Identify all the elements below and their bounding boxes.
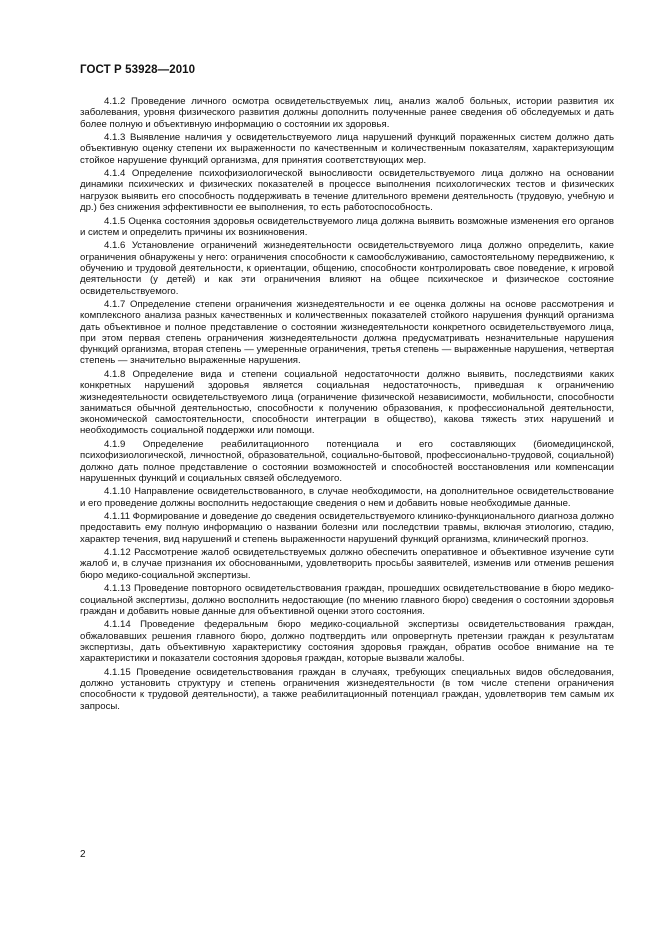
paragraph-4-1-13: 4.1.13 Проведение повторного освидетельствования граждан, прошедших освидетельствование в бюро медико-социальной экспертизы, должно восполнить недостающие (по мнению главного бюро) сведения о состоянии здоровья граждан и добавить новые данные для объективной оценки этого состояния. — [80, 583, 614, 617]
paragraph-4-1-3: 4.1.3 Выявление наличия у освидетельствуемого лица нарушений функций пораженных систем должно дать объективную оценку степени их выраженности по качественным и количественным показателям, характеризующим стойкое нарушение функций организма, для принятия соответствующих мер. — [80, 132, 614, 166]
page-number: 2 — [80, 849, 86, 860]
paragraph-4-1-10: 4.1.10 Направление освидетельствованного, в случае необходимости, на дополнительное освидетельствование и его проведение должны восполнить недостающие сведения о нем и добавить новые необходимые данные. — [80, 486, 614, 509]
paragraph-4-1-12: 4.1.12 Рассмотрение жалоб освидетельствуемых должно обеспечить оперативное и объективное изучение сути жалоб и, в случае признания их обоснованными, удовлетворить просьбы заявителей, изменив или отменив решения бюро медико-социальной экспертизы. — [80, 547, 614, 581]
paragraph-4-1-2: 4.1.2 Проведение личного осмотра освидетельствуемых лиц, анализ жалоб больных, истории развития их заболевания, уровня физического развития должны дополнить полученные ранее сведения об обследуемых и дать более полную и объективную информацию о состоянии их здоровья. — [80, 96, 614, 130]
paragraph-4-1-15: 4.1.15 Проведение освидетельствования граждан в случаях, требующих специальных видов обследования, должно установить структуру и степень ограничения жизнедеятельности (в том числе степени ограничения способности к трудовой деятельности), а также реабилитационный потенциал граждан, удовлетворив тем самым их запросы. — [80, 666, 614, 712]
paragraph-4-1-7: 4.1.7 Определение степени ограничения жизнедеятельности и ее оценка должны на основе рассмотрения и комплексного анализа разных качественных и количественных показателей стойкого нарушения функций организма дать объективное и полное представление о состоянии жизнедеятельности конкретного освидетельствуемого лица, при этом первая степень ограничения жизнедеятельности должна предусматривать незначительные нарушения функций организма, вторая степень — умеренные ограничения, третья степень — выраженные нарушения, четвертая степень — значительно выраженные нарушения. — [80, 298, 614, 367]
paragraph-4-1-4: 4.1.4 Определение психофизиологической выносливости освидетельствуемого лица должно на основании динамики психических и физических показателей в процессе выполнения психологических тестов и физических нагрузок выявить его способность поддерживать в течение длительного времени деятельность (трудовую, учебную и др.) без снижения эффективности ее выполнения, то есть работоспособность. — [80, 168, 614, 214]
paragraph-4-1-9: 4.1.9 Определение реабилитационного потенциала и его составляющих (биомедицинской, психофизиологической, личностной, образовательной, социально-бытовой, профессионально-трудовой, социальной) должно дать полное представление о состоянии возможностей и способностей восстановления или компенсации нарушенных функций и социальных связей обследуемого. — [80, 438, 614, 484]
document-body — [80, 96, 614, 714]
paragraph-4-1-14: 4.1.14 Проведение федеральным бюро медико-социальной экспертизы освидетельствования граждан, обжаловавших решения главного бюро, должно подтвердить или опровергнуть претензии граждан к результатам экспертизы, дать объективную характеристику состояния здоровья граждан, обратив особое внимание на те характеристики и показатели состояния здоровья граждан, которые вызвали жалобы. — [80, 619, 614, 665]
paragraph-4-1-5: 4.1.5 Оценка состояния здоровья освидетельствуемого лица должна выявить возможные изменения его органов и систем и определить причины их возникновения. — [80, 215, 614, 238]
paragraph-4-1-11: 4.1.11 Формирование и доведение до сведения освидетельствуемого клинико-функционального диагноза должно предоставить ему полную информацию о названии болезни или последствии травмы, включая этиологию, стадию, характер течения, вид нарушений и степень выраженности нарушений функций организма, клинический прогноз. — [80, 511, 614, 545]
paragraph-4-1-6: 4.1.6 Установление ограничений жизнедеятельности освидетельствуемого лица должно определить, какие ограничения обнаружены у него: ограничения способности к самообслуживанию, самостоятельному передвижению, к обучению и трудовой деятельности, к ориентации, общению, способности контролировать свое поведение, к игровой деятельности (у детей) и как эти ограничения влияют на общее психическое и физическое состояние освидетельствуемого. — [80, 240, 614, 297]
standard-code-header: ГОСТ Р 53928—2010 — [80, 64, 196, 76]
paragraph-4-1-8: 4.1.8 Определение вида и степени социальной недостаточности должно выявить, последствиями каких конкретных нарушений здоровья является социальная недостаточность, приведшая к ограничению жизнедеятельности освидетельствуемого лица (ограничение физической независимости, мобильности, способности заниматься обычной деятельностью, способности к получению образования, к профессиональной деятельности, экономической самостоятельности, способности интеграции в общество), какова тяжесть этих нарушений и необходимость социальной поддержки или помощи. — [80, 368, 614, 437]
